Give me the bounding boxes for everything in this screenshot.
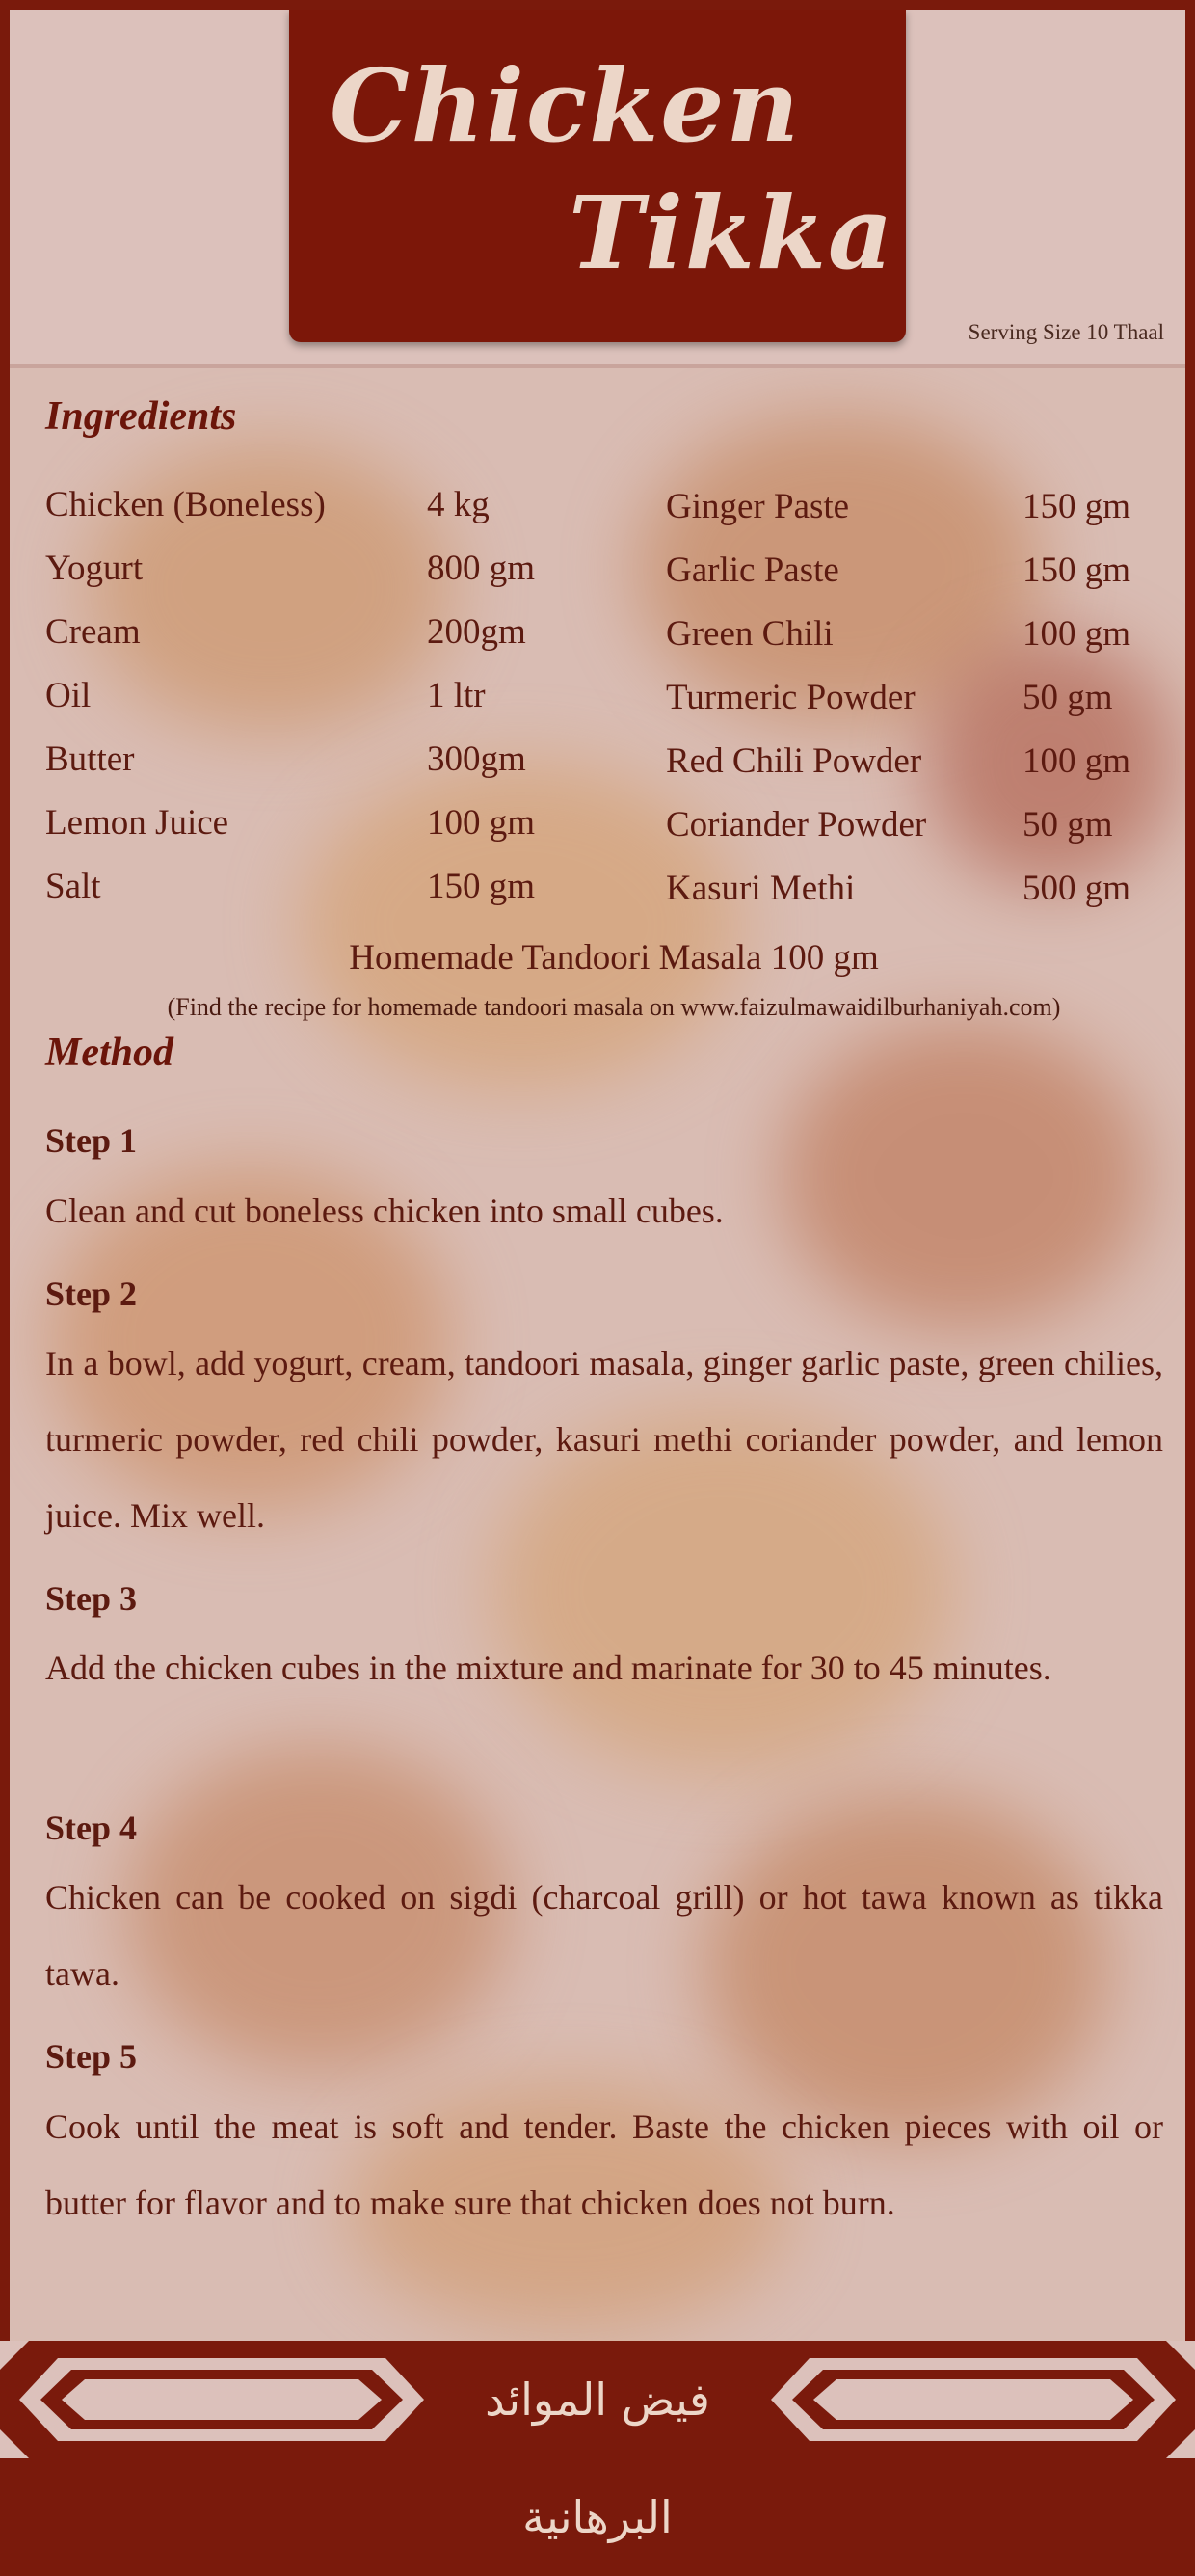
step-title: Step 3 [45, 1579, 138, 1618]
geometric-pattern-right [757, 2341, 1195, 2458]
ingredient-name: Yogurt [45, 549, 144, 588]
footer-pattern [0, 2341, 1195, 2543]
title-banner [289, 10, 906, 342]
ingredient-name: Green Chili [666, 614, 834, 654]
ingredient-qty: 4 kg [427, 485, 490, 524]
footer-logo: فيض الموائد البرهانية [438, 2341, 757, 2458]
ingredient-name: Kasuri Methi [666, 869, 856, 908]
title-line-1: Chicken [330, 46, 802, 165]
serving-size: Serving Size 10 Thaal [968, 320, 1164, 344]
step-title: Step 5 [45, 2037, 138, 2076]
ingredient-name: Ginger Paste [666, 487, 850, 526]
step-text: Chicken can be cooked on sigdi (charcoal grill) or hot tawa known as tikka tawa. [45, 1878, 1163, 1993]
ingredient-qty: 50 gm [1022, 805, 1113, 845]
step-title: Step 1 [45, 1121, 138, 1160]
ingredient-name: Garlic Paste [666, 550, 839, 590]
ingredients-heading: Ingredients [45, 394, 237, 439]
step-title: Step 4 [45, 1809, 138, 1847]
ingredient-name: Lemon Juice [45, 803, 229, 843]
ingredient-qty: 150 gm [427, 867, 536, 906]
ingredient-qty: 100 gm [1022, 614, 1131, 654]
ingredient-qty: 100 gm [427, 803, 536, 843]
ingredient-qty: 500 gm [1022, 869, 1131, 908]
ingredient-qty: 800 gm [427, 549, 536, 588]
ingredient-name: Turmeric Powder [666, 678, 916, 717]
ingredient-name: Butter [45, 739, 135, 779]
ingredient-qty: 50 gm [1022, 678, 1113, 717]
title-line-2: Tikka [569, 174, 895, 292]
step-title: Step 2 [45, 1275, 138, 1313]
step-text: Cook until the meat is soft and tender. Baste the chicken pieces with oil or butter for flavor and to make sure that chicken does not burn. [45, 2107, 1163, 2222]
step-text: Clean and cut boneless chicken into small cubes. [45, 1192, 724, 1230]
ingredient-name: Cream [45, 612, 141, 652]
geometric-pattern-left [0, 2341, 438, 2458]
header-divider [10, 364, 1185, 368]
ingredient-qty: 200gm [427, 612, 526, 652]
extra-ingredient: Homemade Tandoori Masala 100 gm [349, 938, 879, 978]
method-heading: Method [45, 1031, 174, 1075]
ingredient-qty: 1 ltr [427, 676, 486, 715]
ingredient-name: Oil [45, 676, 92, 715]
ingredient-qty: 300gm [427, 739, 526, 779]
ingredient-name: Chicken (Boneless) [45, 485, 326, 524]
step-text: In a bowl, add yogurt, cream, tandoori masala, ginger garlic paste, green chilies, turmeric powder, red chili powder, kasuri methi coriander powder, and lemon juice. Mix well. [45, 1344, 1163, 1535]
ingredient-name: Salt [45, 867, 101, 906]
recipe-link-note: (Find the recipe for homemade tandoori masala on www.faizulmawaidilburhaniyah.com) [167, 993, 1061, 1021]
ingredient-name: Red Chili Powder [666, 741, 922, 781]
ingredient-qty: 150 gm [1022, 487, 1131, 526]
ingredient-qty: 100 gm [1022, 741, 1131, 781]
step-text: Add the chicken cubes in the mixture and marinate for 30 to 45 minutes. [45, 1649, 1051, 1687]
recipe-card [10, 10, 1185, 2341]
ingredient-name: Coriander Powder [666, 805, 927, 845]
ingredient-qty: 150 gm [1022, 550, 1131, 590]
